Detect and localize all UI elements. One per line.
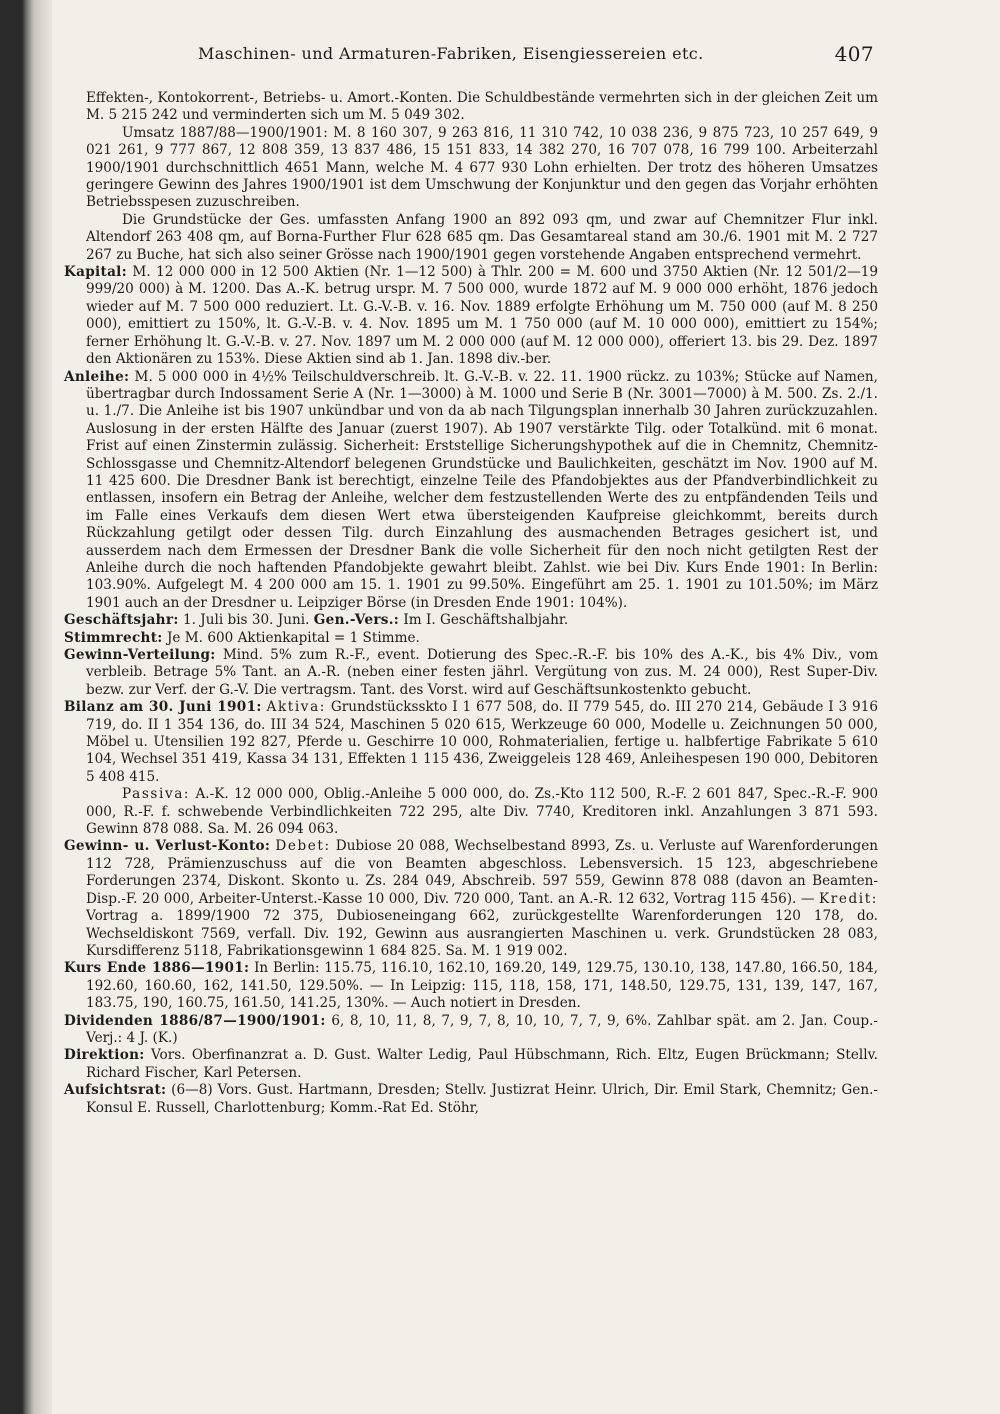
entry-text: Effekten-, Kontokorrent-, Betriebs- u. Amort.-Konten. Die Schuldbestände vermehrten sich in der gleichen Zeit um M. 5 215 242 und verminderten sich um M. 5 049 302.	[86, 90, 878, 124]
entry-label: Anleihe:	[64, 368, 130, 385]
entry-text: Dubiose 20 088, Wechselbestand 8993, Zs. u. Verluste auf Warenforderungen 112 728, Prämienzuschuss auf die von Beamten abgeschloss. Lebensversich. 15 123, abgeschriebene Forderungen 2374, Diskont. Skonto u. Zs. 284 049, Abschreib. 597 559, Gewinn 878 088 (davon an Beamten-Disp.-F. 20 000, Arbeiter-Unterst.-Kasse 10 000, Div. 720 000, Tant. an A.-R. 12 632, Vortrag 115 456). —	[86, 838, 879, 907]
entry-paragraph	[64, 1082, 878, 1117]
adjacent-page-margin	[0, 90, 14, 790]
entry-paragraph	[64, 960, 878, 1012]
entry-paragraph	[64, 264, 878, 368]
page-number: 407	[834, 42, 874, 66]
header-title: Maschinen- und Armaturen-Fabriken, Eisengiessereien etc.	[198, 44, 704, 63]
entry-paragraph	[64, 369, 878, 613]
entry-paragraph	[64, 1013, 878, 1048]
entry-label: Kurs Ende 1886—1901:	[64, 960, 250, 977]
entry-label: Gen.-Vers.:	[313, 612, 400, 629]
entry-paragraph	[64, 699, 878, 786]
entry-label: Bilanz am 30. Juni 1901:	[64, 699, 262, 716]
entry-label: Aufsichtsrat:	[64, 1082, 167, 1099]
entry-label: Geschäftsjahr:	[64, 612, 179, 629]
entry-paragraph	[64, 630, 878, 647]
entry-text: M. 12 000 000 in 12 500 Aktien (Nr. 1—12 500) à Thlr. 200 = M. 600 und 3750 Aktien (Nr. 12 501/2—19 999/20 000) à M. 1200. Das A.-K. betrug urspr. M. 7 500 000, wurde 1872 auf M. 9 000 000 erhöht, 1876 jedoch wieder auf M. 7 500 000 reduziert. Lt. G.-V.-B. v. 16. Nov. 1889 erfolgte Erhöhung um M. 750 000 (auf M. 8 250 000), emittiert zu 150%, lt. G.-V.-B. v. 4. Nov. 1895 um M. 1 750 000 (auf M. 10 000 000), emittiert zu 154%; ferner Erhöhung lt. G.-V.-B. v. 27. Nov. 1897 um M. 2 000 000 (auf M. 12 000 000), offeriert 13. bis 29. Dez. 1897 den Aktionären zu 153%. Diese Aktien sind ab 1. Jan. 1898 div.-ber.	[86, 264, 879, 368]
section-label: Kredit:	[819, 890, 878, 907]
entry-label: Dividenden 1886/87—1900/1901:	[64, 1012, 326, 1029]
entry-label: Stimmrecht:	[64, 629, 163, 646]
continuation-paragraph	[64, 125, 878, 212]
entry-text: Die Grundstücke der Ges. umfassten Anfang 1900 an 892 093 qm, und zwar auf Chemnitzer Flur inkl. Altendorf 263 408 qm, auf Borna-Further Flur 628 685 qm. Das Gesamtareal stand am 30./6. 1901 mit M. 2 727 267 zu Buche, hat sich also seiner Grösse nach 1900/1901 gegen vorstehende Angaben entsprechend vermehrt.	[86, 211, 878, 263]
entry-label: Direktion:	[64, 1047, 145, 1064]
entry-text: Vors. Oberfinanzrat a. D. Gust. Walter Ledig, Paul Hübschmann, Rich. Eltz, Eugen Brückmann; Stellv. Richard Fischer, Karl Petersen.	[86, 1047, 879, 1081]
entry-text: In Berlin: 115.75, 116.10, 162.10, 169.20, 149, 129.75, 130.10, 138, 147.80, 166.50, 184, 192.60, 160.60, 162, 141.50, 129.50%. — In Leipzig: 115, 118, 158, 171, 148.50, 129.75, 131, 139, 147, 167, 183.75, 190, 160.75, 161.50, 141.25, 130%. — Auch notiert in Dresden.	[86, 960, 878, 1012]
entry-text: Je M. 600 Aktienkapital = 1 Stimme.	[166, 629, 420, 646]
entry-label: Gewinn-Verteilung:	[64, 647, 216, 663]
entry-label: Kapital:	[64, 264, 127, 281]
section-label: Passiva:	[122, 786, 191, 803]
entry-label: Gewinn- u. Verlust-Konto:	[64, 838, 271, 855]
entry-paragraph	[64, 647, 878, 699]
entry-text: Mind. 5% zum R.-F., event. Dotierung des Spec.-R.-F. bis 10% des A.-K., bis 4% Div., vom verbleib. Betrage 5% Tant. an A.-R. (neben einer festen jährl. Vergütung von zus. M. 24 000), Rest Super-Div. bezw. zur Verf. der G.-V. Die vertragsm. Tant. des Vorst. wird auf Geschäftsunkostenkto gebucht.	[86, 647, 878, 698]
entry-text: 6, 8, 10, 11, 8, 7, 9, 7, 8, 10, 10, 7, 7, 9, 6%. Zahlbar spät. am 2. Jan. Coup.-Verj.: 4 J. (K.)	[86, 1012, 878, 1046]
entry-text: Grundstücksskto I 1 677 508, do. II 779 545, do. III 270 214, Gebäude I 3 916 719, do. II 1 354 136, do. III 34 524, Maschinen 5 020 615, Werkzeuge 60 000, Modelle u. Zeichnungen 50 000, Möbel u. Utensilien 192 827, Pferde u. Geschirre 10 000, Rohmaterialien, fertige u. halbfertige Fabrikate 5 610 104, Wechsel 351 419, Kassa 34 131, Effekten 1 115 436, Zweiggeleis 128 469, Anleihespesen 190 000, Debitoren 5 408 415.	[86, 699, 879, 785]
entry-paragraph	[64, 612, 878, 629]
running-header	[198, 44, 878, 70]
continuation-paragraph	[64, 786, 878, 838]
entry-text: Im I. Geschäftshalbjahr.	[403, 612, 569, 629]
continuation-paragraph	[64, 212, 878, 264]
page-body	[64, 90, 878, 1117]
section-label: Debet:	[275, 838, 331, 855]
entry-paragraph	[64, 838, 878, 960]
entry-text: Umsatz 1887/88—1900/1901: M. 8 160 307, 9 263 816, 11 310 742, 10 038 236, 9 875 723, 10 257 649, 9 021 261, 9 777 867, 12 808 359, 13 837 486, 15 151 833, 14 382 270, 16 707 078, 16 799 100. Arbeiterzahl 1900/1901 durchschnittlich 4651 Mann, welche M. 4 677 930 Lohn erhielten. Der trotz des höheren Umsatzes geringere Gewinn des Jahres 1900/1901 ist dem Umschwung der Konjunktur und den gegen das Vorjahr erhöhten Betriebsspesen zuzuschreiben.	[86, 124, 878, 211]
entry-text: A.-K. 12 000 000, Oblig.-Anleihe 5 000 000, do. Zs.-Kto 112 500, R.-F. 2 601 847, Spec.-R.-F. 900 000, R.-F. f. schwebende Verbindlichkeiten 722 295, alte Div. 7740, Kreditoren inkl. Anzahlungen 3 871 593. Gewinn 878 088. Sa. M. 26 094 063.	[86, 786, 878, 838]
entry-paragraph	[64, 1047, 878, 1082]
entry-text: Vortrag a. 1899/1900 72 375, Dubioseneingang 662, zurückgestellte Warenforderungen 120 178, do. Wechseldiskont 7569, verfall. Div. 192, Gewinn aus ausrangierten Maschinen u. verk. Grundstücken 28 083, Kursdifferenz 5118, Fabrikationsgewinn 1 684 825. Sa. M. 1 919 002.	[86, 908, 878, 959]
section-label: Aktiva:	[266, 699, 326, 716]
entry-text: (6—8) Vors. Gust. Hartmann, Dresden; Stellv. Justizrat Heinr. Ulrich, Dir. Emil Stark, Chemnitz; Gen.-Konsul E. Russell, Charlottenburg; Komm.-Rat Ed. Stöhr,	[86, 1082, 878, 1116]
entry-text: M. 5 000 000 in 4½% Teilschuldverschreib. lt. G.-V.-B. v. 22. 11. 1900 rückz. zu 103%; Stücke auf Namen, übertragbar durch Indossament Serie A (Nr. 1—3000) à M. 1000 und Serie B (Nr. 3001—7000) à M. 500. Zs. 2./1. u. 1./7. Die Anleihe ist bis 1907 unkündbar und von da ab nach Tilgungsplan innerhalb 30 Jahren zurückzuzahlen. Auslosung in der ersten Hälfte des Januar (zuerst 1907). Ab 1907 verstärkte Tilg. oder Totalkünd. mit 6 monat. Frist auf einen Zinstermin zulässig. Sicherheit: Erststellige Sicherungshypothek auf die in Chemnitz, Chemnitz-Schlossgasse und Chemnitz-Altendorf belegenen Grundstücke und Baulichkeiten, geschätzt im Nov. 1900 auf M. 11 425 600. Die Dresdner Bank ist berechtigt, einzelne Teile des Pfandobjektes aus der Pfandverbindlichkeit zu entlassen, insofern ein Betrag der Anleihe, welcher dem festzustellenden Werte des zu entpfändenden Teils und im Falle eines Verkaufs dem diesen Wert etwa übersteigenden Kaufpreise gleichkommt, bereits durch Rückzahlung getilgt oder dessen Tilg. durch Einzahlung des ausmachenden Betrages gesichert ist, und ausserdem nach dem Ermessen der Dresdner Bank die volle Sicherheit für den noch nicht getilgten Rest der Anleihe durch die noch haftenden Pfandobjekte gewahrt bleibt. Zahlst. wie bei Div. Kurs Ende 1901: In Berlin: 103.90%. Aufgelegt M. 4 200 000 am 15. 1. 1901 zu 99.50%. Eingeführt am 25. 1. 1901 zu 101.50%; im März 1901 auch an der Dresdner u. Leipziger Börse (in Dresden Ende 1901: 104%).	[86, 368, 879, 611]
entry-text: 1. Juli bis 30. Juni.	[182, 612, 310, 629]
continuation-paragraph	[64, 90, 878, 125]
